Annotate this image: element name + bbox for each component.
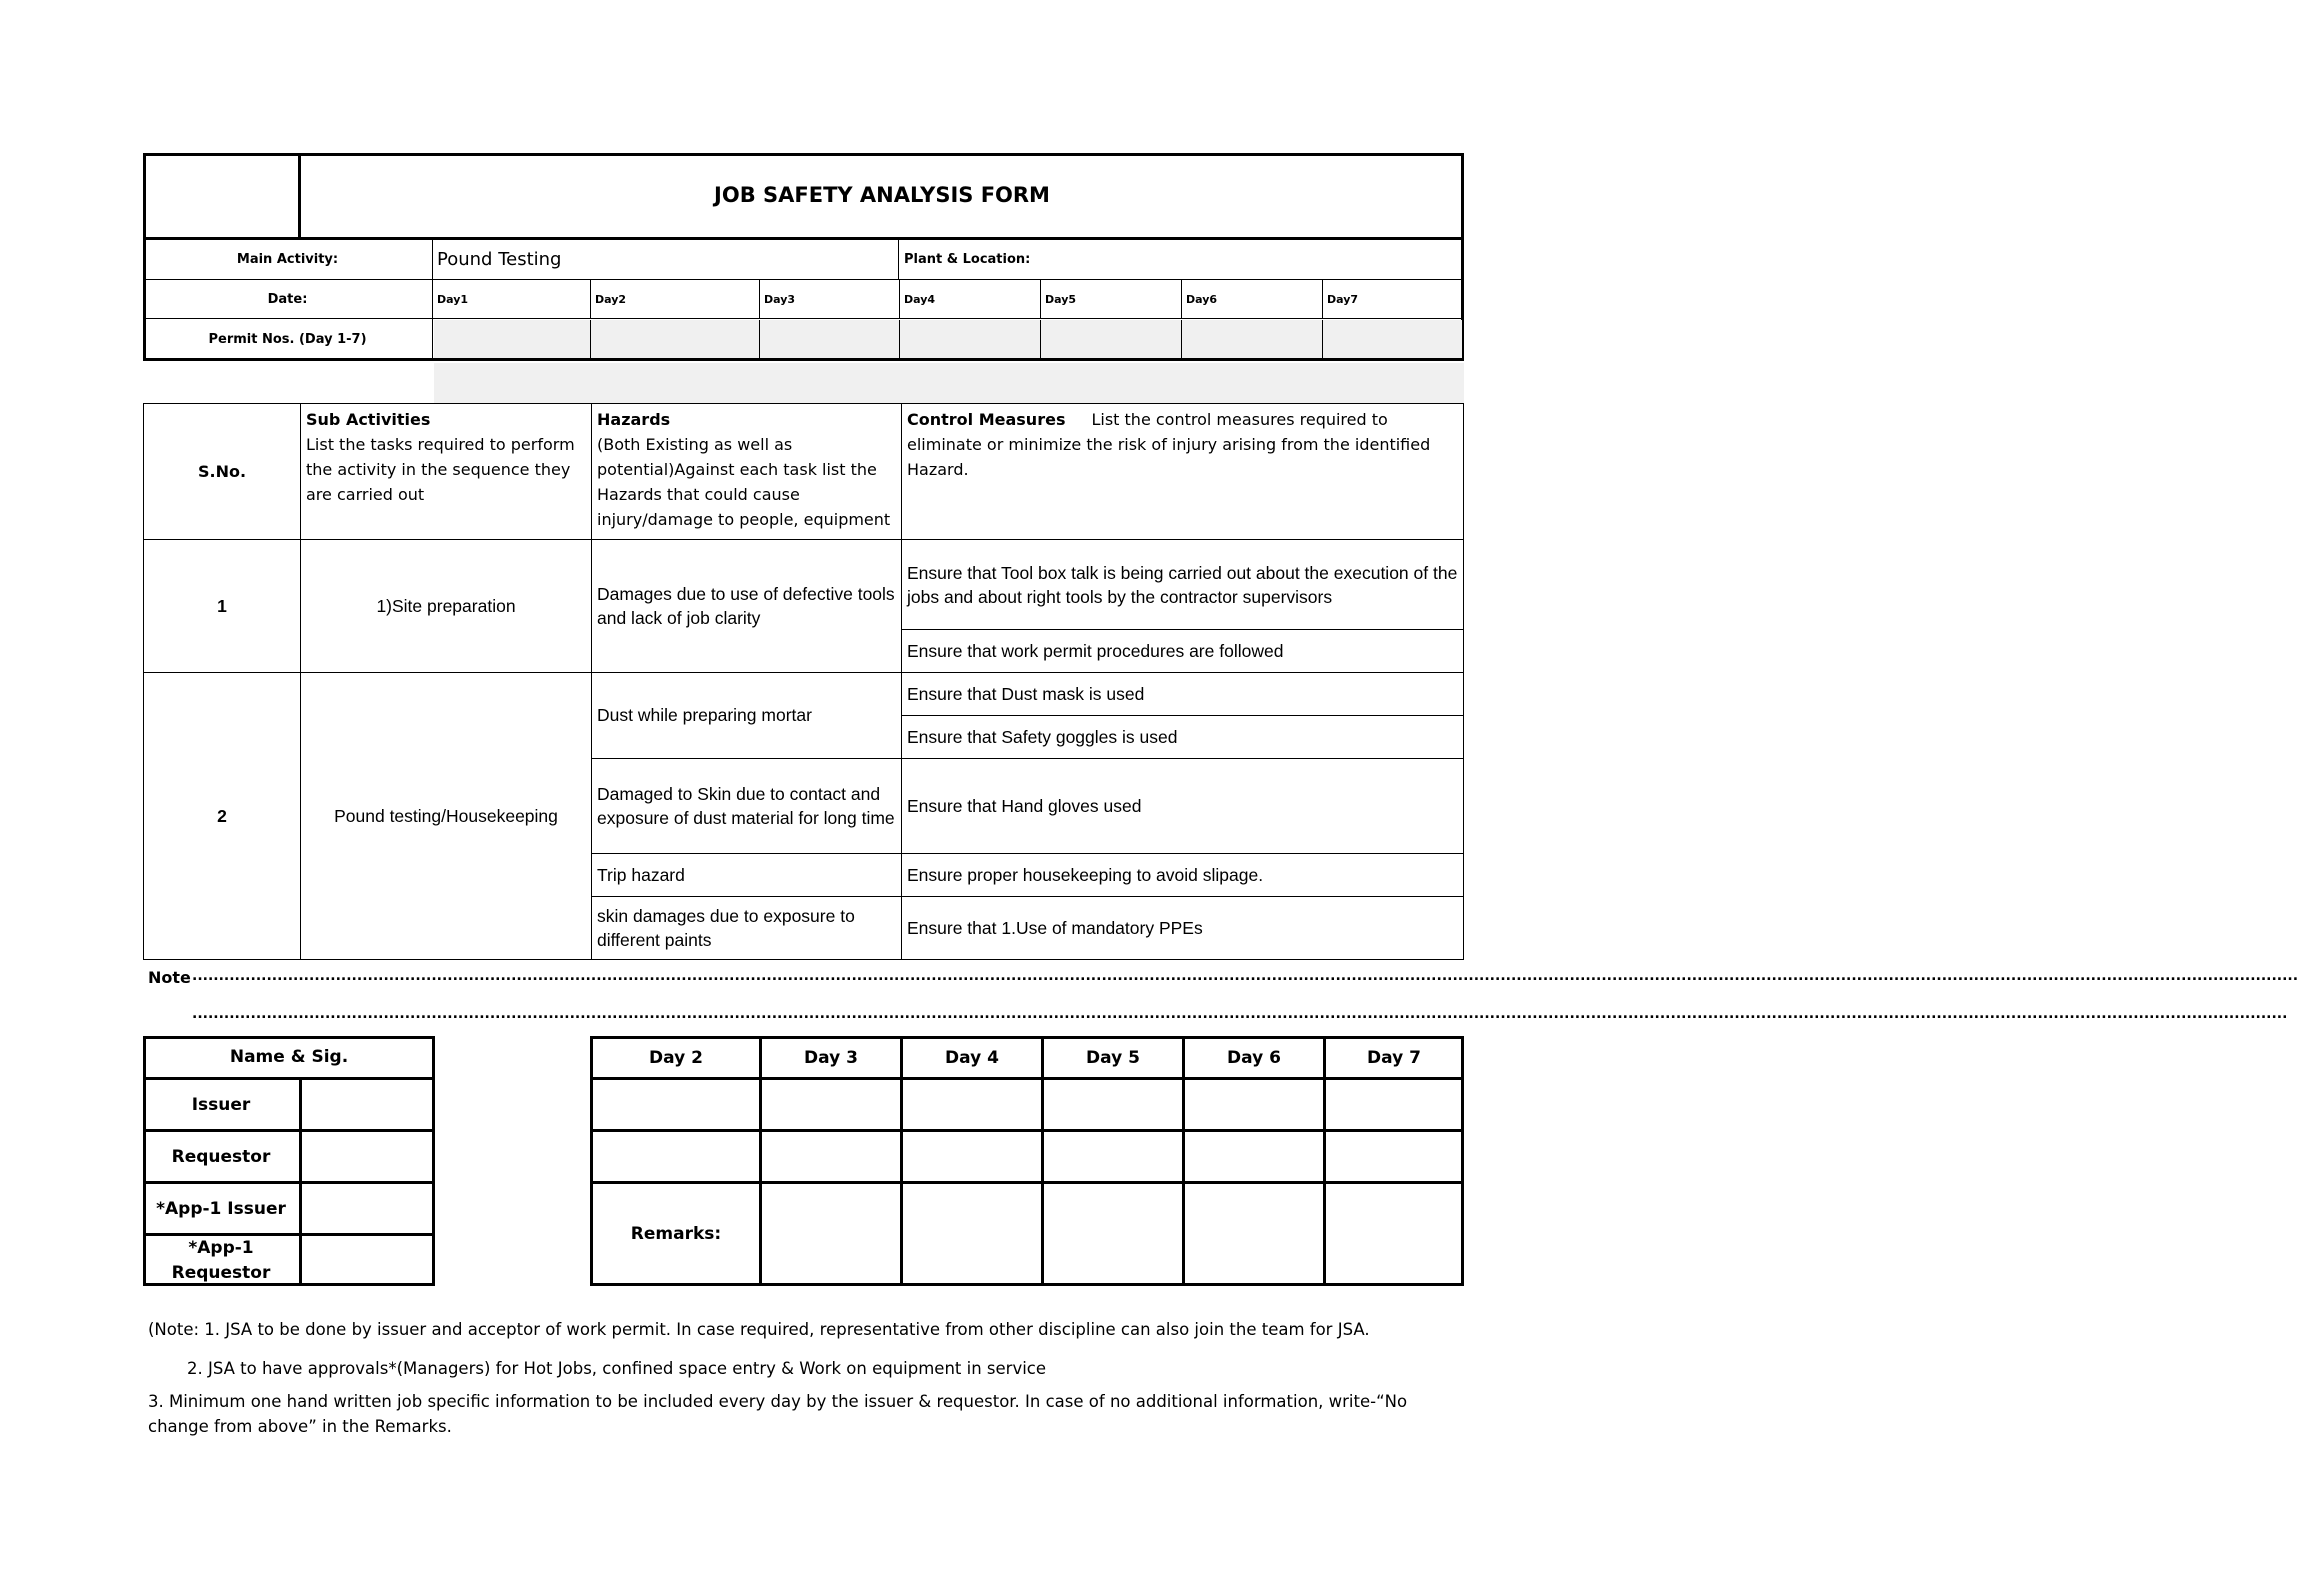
row2-sno: 2 [143,672,301,960]
header-sub-title: Sub Activities [306,410,431,429]
day-col-day7: Day 7 [1367,1048,1421,1068]
note-line-1[interactable]: ............................................................................................................................................................................................................................................................................................................................................................................................................ [192,968,2298,984]
day-col-day3: Day 3 [804,1048,858,1068]
permit-day3[interactable] [760,320,900,358]
row2-control4: Ensure that 1.Use of mandatory PPEs [901,896,1464,960]
date-day7: Day7 [1327,292,1359,306]
row2-hazard1: Dust while preparing mortar [591,672,902,759]
date-day5: Day5 [1041,280,1182,318]
note-line-2[interactable]: .......................................................................................................................................................................................................................................................................................................................................................................................................... [192,1006,2288,1022]
permit-day7[interactable] [1323,320,1462,358]
row2-control3: Ensure proper housekeeping to avoid slipage. [901,853,1464,897]
signature-row-requestor: Requestor [171,1147,271,1167]
date-day1: Day1 [433,280,591,318]
signature-field-app1-requestor[interactable] [302,1236,432,1284]
day-col-day4: Day 4 [945,1048,999,1068]
row1-activity: 1)Site preparation [300,539,592,673]
day-col-day5: Day 5 [1086,1048,1140,1068]
header-sub-activities [300,403,592,540]
row2-activity: Pound testing/Housekeeping [300,672,592,960]
row2-control1b: Ensure that Safety goggles is used [901,715,1464,759]
note-3: 3. Minimum one hand written job specific information to be included every day by the issuer & requestor. In case of no additional information, write-“No change from above” in the Remarks. [148,1392,1408,1436]
date-day2: Day2 [591,280,760,318]
main-activity-label: Main Activity: [143,239,433,279]
header-haz-title: Hazards [597,410,671,429]
permit-day1[interactable] [434,320,591,358]
note-1: (Note: 1. JSA to be done by issuer and acceptor of work permit. In case required, representative from other discipline can also join the team for JSA. [148,1320,1370,1339]
day-col-day2: Day 2 [649,1048,703,1068]
row2-hazard2: Damaged to Skin due to contact and exposure of dust material for long time [591,758,902,854]
row2-hazard3: Trip hazard [591,853,902,897]
signature-row-issuer: Issuer [191,1095,251,1115]
signature-field-issuer[interactable] [302,1080,432,1128]
row2-control1a: Ensure that Dust mask is used [901,672,1464,716]
permit-day2[interactable] [591,320,760,358]
row1-hazard: Damages due to use of defective tools and lack of job clarity [591,539,902,673]
day-col-day6: Day 6 [1227,1048,1281,1068]
header-hazards [591,403,902,540]
header-sno: S.No. [143,403,301,540]
divider [590,1077,1464,1080]
signature-field-requestor[interactable] [302,1132,432,1180]
plant-location-label: Plant & Location: [904,251,1031,267]
signature-header: Name & Sig. [229,1047,349,1067]
signature-row-app1-issuer: *App-1 Issuer [156,1199,286,1219]
permit-day5[interactable] [1041,320,1182,358]
header-control-measures [901,403,1464,540]
form-title: JOB SAFETY ANALYSIS FORM [714,183,1050,207]
date-day6: Day6 [1182,280,1323,318]
permit-day6[interactable] [1182,320,1323,358]
date-label: Date: [143,280,433,318]
main-activity-value: Pound Testing [433,239,899,279]
spacer-strip [434,363,1464,403]
header-sub-desc: List the tasks required to perform the activity in the sequence they are carried out [306,435,575,504]
permit-label: Permit Nos. (Day 1-7) [143,319,433,359]
row1-sno: 1 [143,539,301,673]
note-label: Note [148,968,191,987]
remarks-label: Remarks: [630,1224,722,1244]
header-haz-desc: (Both Existing as well as potential)Against each task list the Hazards that could cause injury/damage to people, equipment [597,435,891,529]
signature-field-app1-issuer[interactable] [302,1184,432,1232]
row2-hazard4: skin damages due to exposure to different paints [591,896,902,960]
row1-control1: Ensure that Tool box talk is being carried out about the execution of the jobs and about right tools by the contractor supervisors [901,539,1464,630]
divider [590,1129,1464,1132]
note-2: 2. JSA to have approvals*(Managers) for Hot Jobs, confined space entry & Work on equipment in service [187,1359,1047,1378]
permit-day4[interactable] [900,320,1041,358]
date-day4: Day4 [900,280,1041,318]
row1-control2: Ensure that work permit procedures are followed [901,629,1464,673]
header-ctrl-title: Control Measures [907,410,1066,429]
header-ctrl-desc: List the control measures required to eliminate or minimize the risk of injury arising from the identified Hazard. [907,410,1431,479]
logo-cell [143,153,301,237]
signature-row-app1-requestor: *App-1 Requestor [171,1238,271,1283]
date-day3: Day3 [760,280,900,318]
row2-control2: Ensure that Hand gloves used [901,758,1464,854]
